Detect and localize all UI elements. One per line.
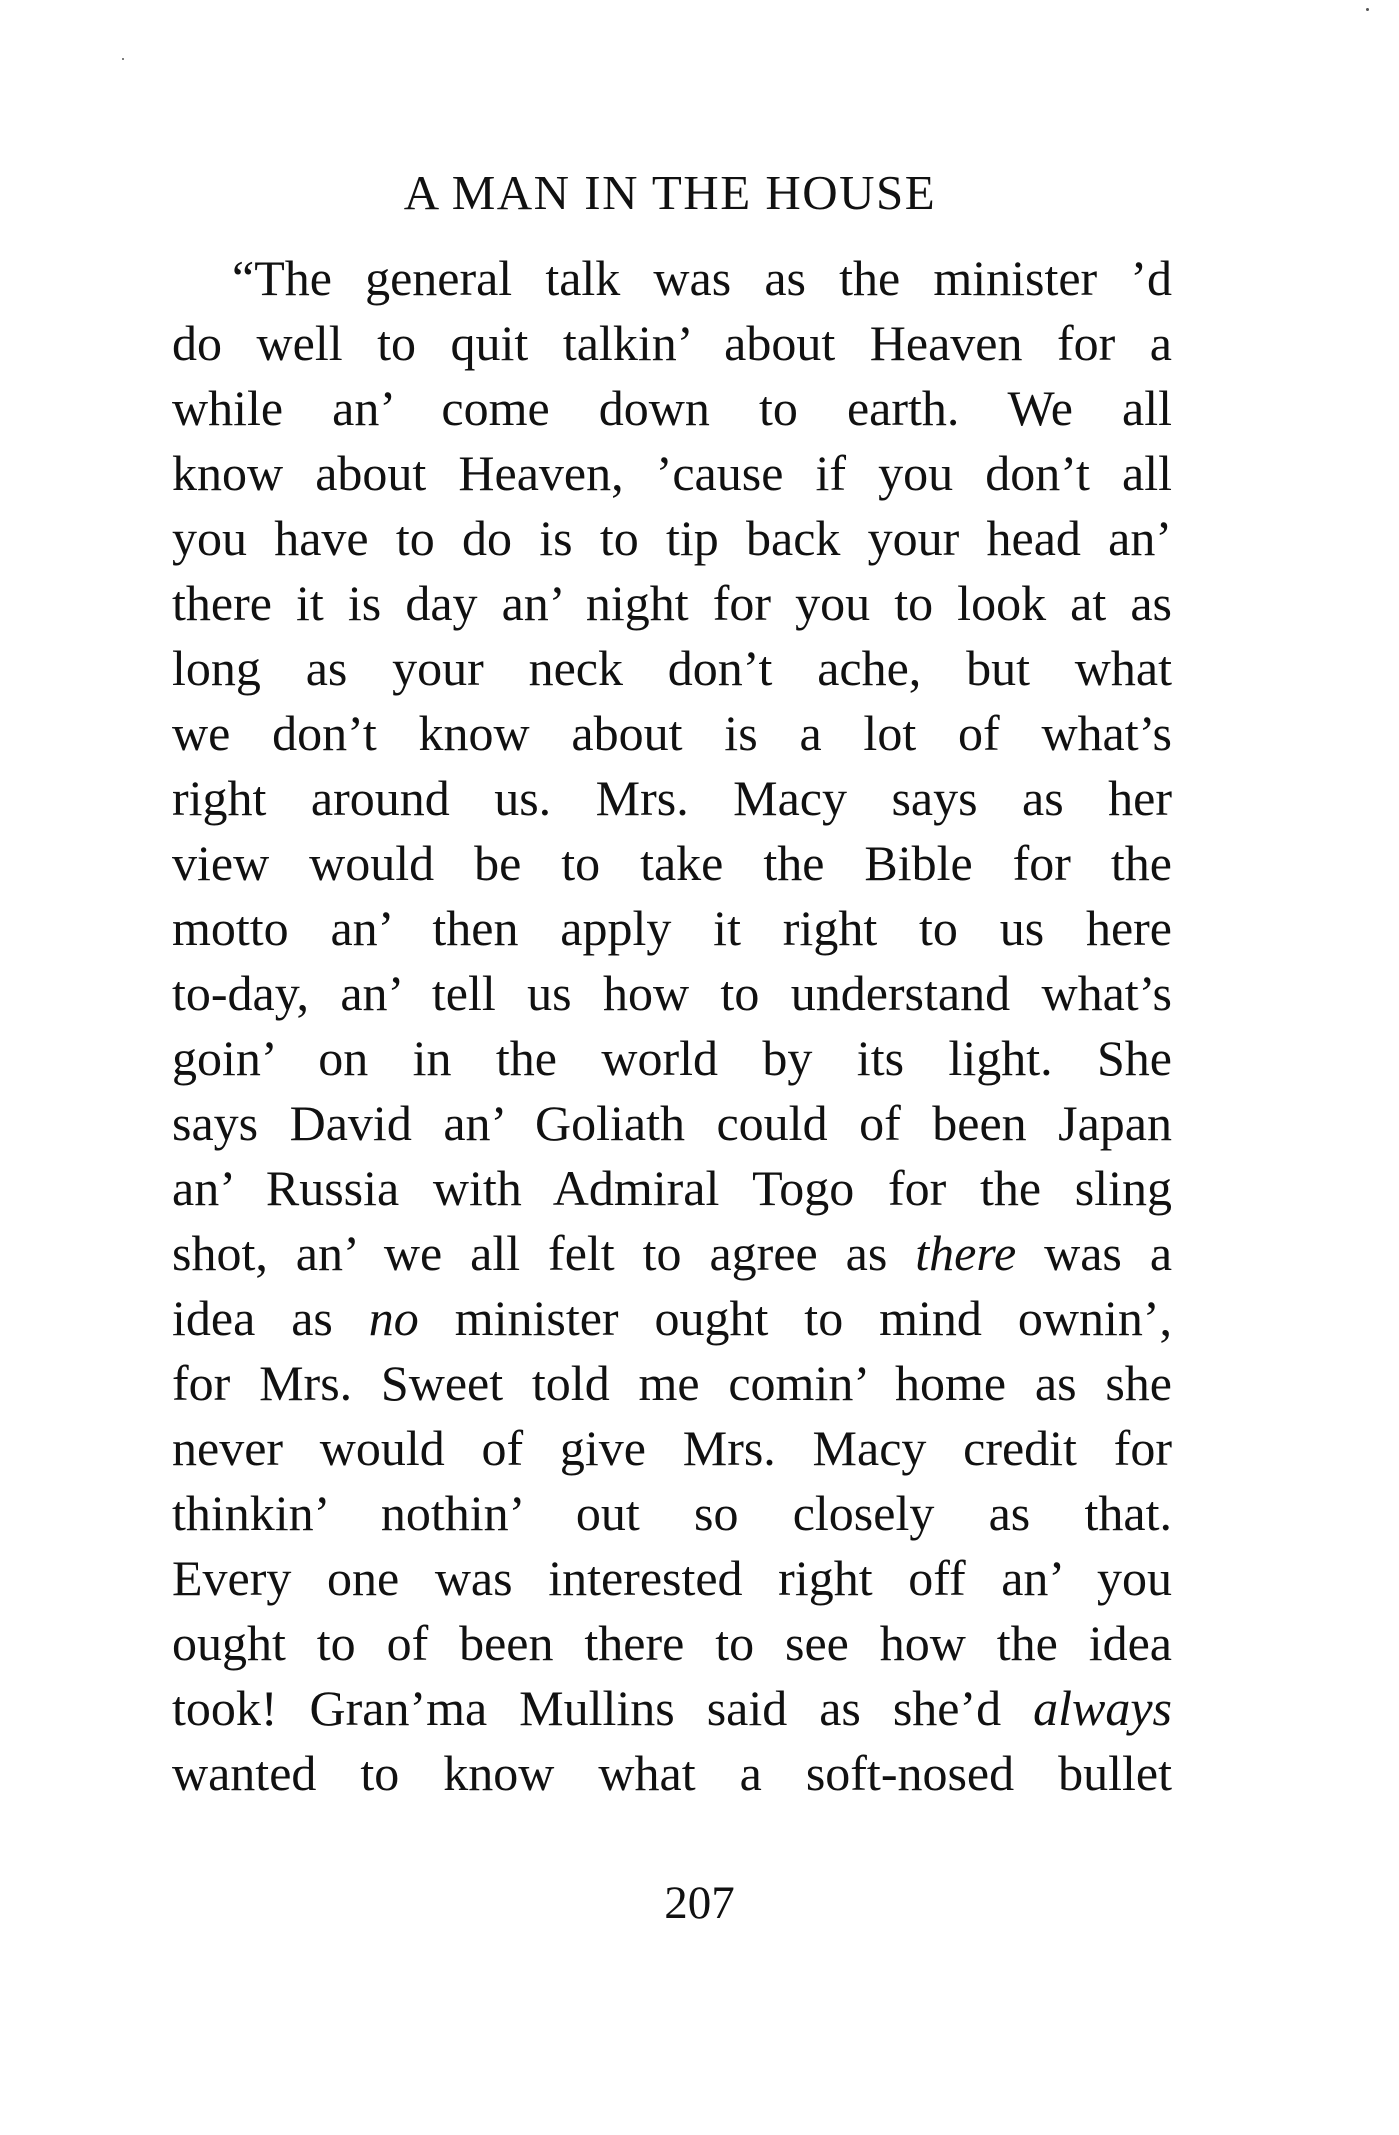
page-number: 207: [664, 1877, 735, 1929]
text-line-with-italic: [172, 1286, 1172, 1351]
text-segment: took! Gran’ma Mullins said as she’d: [172, 1680, 1034, 1736]
scan-speck: [122, 58, 124, 60]
text-segment: minister ought to mind ownin’,: [418, 1290, 1172, 1346]
text-line: ought to of been there to see how the idea: [172, 1615, 1172, 1671]
text-line: know about Heaven, ’cause if you don’t all: [172, 445, 1172, 501]
text-line: view would be to take the Bible for the: [172, 835, 1172, 891]
text-line: long as your neck don’t ache, but what: [172, 640, 1172, 696]
text-line-with-italic: [172, 1676, 1172, 1741]
text-line: we don’t know about is a lot of what’s: [172, 705, 1172, 761]
text-line: there it is day an’ night for you to look at as: [172, 575, 1172, 631]
text-line: never would of give Mrs. Macy credit for: [172, 1420, 1172, 1476]
italic-word: there: [915, 1225, 1017, 1281]
italic-word: always: [1033, 1680, 1172, 1736]
text-line: while an’ come down to earth. We all: [172, 380, 1172, 436]
text-line: to-day, an’ tell us how to understand what’s: [172, 965, 1172, 1021]
text-line: goin’ on in the world by its light. She: [172, 1030, 1172, 1086]
scan-speck: [1366, 8, 1369, 11]
text-segment: shot, an’ we all felt to agree as: [172, 1225, 916, 1281]
text-line: do well to quit talkin’ about Heaven for a: [172, 315, 1172, 371]
text-line: says David an’ Goliath could of been Japan: [172, 1095, 1172, 1151]
text-segment: was a: [1016, 1225, 1173, 1281]
body-text: [172, 246, 1172, 1806]
text-line: thinkin’ nothin’ out so closely as that.: [172, 1485, 1172, 1541]
text-segment: idea as: [172, 1290, 369, 1346]
text-line: right around us. Mrs. Macy says as her: [172, 770, 1172, 826]
text-line: you have to do is to tip back your head an’: [172, 510, 1172, 566]
text-line: an’ Russia with Admiral Togo for the sling: [172, 1160, 1172, 1216]
text-line: wanted to know what a soft-nosed bullet: [172, 1745, 1172, 1801]
running-head: A MAN IN THE HOUSE: [403, 165, 937, 220]
text-line: for Mrs. Sweet told me comin’ home as she: [172, 1355, 1172, 1411]
text-line: “The general talk was as the minister ’d: [232, 250, 1172, 306]
text-line-with-italic: [172, 1221, 1172, 1286]
italic-word: no: [368, 1290, 419, 1346]
text-line: motto an’ then apply it right to us here: [172, 900, 1172, 956]
text-line: Every one was interested right off an’ you: [172, 1550, 1172, 1606]
